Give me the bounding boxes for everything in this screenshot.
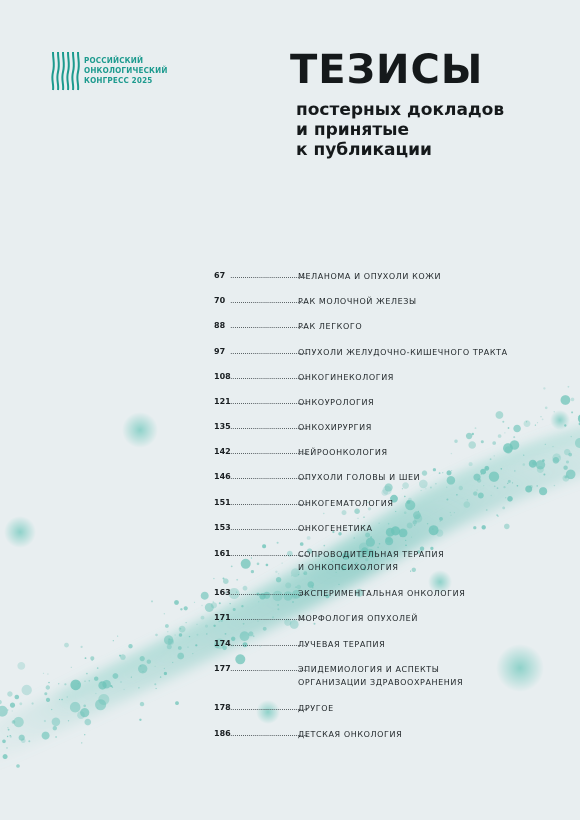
bubble xyxy=(42,732,50,740)
toc-entry[interactable] xyxy=(214,728,554,741)
logo-line: КОНГРЕСС 2025 xyxy=(84,76,153,85)
toc-leader-dots: ...................................... xyxy=(230,397,308,406)
toc-section-title: ОНКОХИРУРГИЯ xyxy=(298,423,372,432)
bubble xyxy=(81,646,83,648)
bubble xyxy=(201,592,209,600)
toc-page-number: 161 xyxy=(214,549,231,558)
bubble xyxy=(536,485,538,487)
bubble xyxy=(46,698,50,702)
bubble xyxy=(430,487,432,489)
bubble xyxy=(180,608,182,610)
bubble xyxy=(563,475,570,482)
bubble xyxy=(0,700,2,705)
bubble xyxy=(277,604,279,606)
toc-section-title: МОРФОЛОГИЯ ОПУХОЛЕЙ xyxy=(298,614,418,623)
bubble xyxy=(165,624,169,628)
bubble xyxy=(459,486,463,490)
bubble xyxy=(236,579,238,581)
toc-section-title: ЭКСПЕРИМЕНТАЛЬНАЯ ОНКОЛОГИЯ xyxy=(298,589,466,598)
bubble xyxy=(292,601,294,603)
bubble xyxy=(450,512,451,513)
bubble xyxy=(81,742,82,743)
toc-page-number: 153 xyxy=(214,523,231,532)
bubble xyxy=(496,514,498,516)
bubble xyxy=(366,538,375,547)
bubble xyxy=(568,386,570,388)
toc-page-number: 177 xyxy=(214,664,231,673)
toc-section-title: НЕЙРООНКОЛОГИЯ xyxy=(298,448,388,457)
bubble xyxy=(61,699,63,701)
bubble xyxy=(3,754,8,759)
toc-page-number: 88 xyxy=(214,321,226,330)
toc-entry[interactable] xyxy=(214,702,554,715)
bubble xyxy=(513,436,515,438)
bubble xyxy=(192,653,193,654)
bubble xyxy=(381,489,388,496)
bubble xyxy=(277,542,279,544)
toc-entry[interactable] xyxy=(214,346,554,359)
bubble xyxy=(277,608,279,610)
toc-entry[interactable] xyxy=(214,638,554,651)
bubble xyxy=(131,677,132,678)
bubble xyxy=(241,605,243,607)
toc-leader-dots: ...................................... xyxy=(230,321,308,330)
toc-leader-dots: ...................................... xyxy=(230,664,308,673)
toc-section-title: ОПУХОЛИ ЖЕЛУДОЧНО-КИШЕЧНОГО ТРАКТА xyxy=(298,348,508,357)
bubble xyxy=(174,600,179,605)
bubble xyxy=(140,656,145,661)
bubble xyxy=(357,518,358,519)
bubble xyxy=(140,702,144,706)
bubble xyxy=(142,671,143,672)
toc-page-number: 67 xyxy=(214,271,226,280)
toc-leader-dots: ...................................... xyxy=(230,422,308,431)
bubble xyxy=(155,666,156,667)
bubble xyxy=(51,709,52,710)
bubble xyxy=(179,626,186,633)
bubble xyxy=(55,736,57,738)
toc-leader-dots: ...................................... xyxy=(230,498,308,507)
toc-entry[interactable] xyxy=(214,371,554,384)
toc-leader-dots: ...................................... xyxy=(230,296,308,305)
bubble xyxy=(44,720,46,722)
bubble xyxy=(354,537,355,538)
bubble xyxy=(253,635,255,637)
bubble xyxy=(481,440,484,443)
bubble xyxy=(454,512,455,513)
toc-page-number: 174 xyxy=(214,639,231,648)
toc-leader-dots: ...................................... xyxy=(230,447,308,456)
bubble xyxy=(395,511,396,512)
toc-leader-dots: ...................................... xyxy=(230,472,308,481)
bubble xyxy=(473,491,477,495)
bubble xyxy=(0,706,8,717)
bubble xyxy=(450,515,451,516)
toc-entry[interactable] xyxy=(214,497,554,510)
bubble xyxy=(225,633,227,635)
page-subtitle xyxy=(296,100,504,160)
congress-logo-text xyxy=(84,56,168,86)
bubble xyxy=(71,667,72,668)
toc-page-number: 186 xyxy=(214,729,231,738)
bubble xyxy=(491,495,492,496)
bubble xyxy=(98,694,109,705)
bubble xyxy=(213,578,214,579)
bubble xyxy=(94,677,98,681)
bubble xyxy=(307,536,311,540)
bubble xyxy=(385,536,391,542)
bubble xyxy=(175,701,179,705)
bubble xyxy=(120,681,122,683)
bubble xyxy=(439,517,443,521)
bubble xyxy=(64,683,66,685)
bubble xyxy=(84,681,85,682)
bubble xyxy=(187,647,188,648)
bubble xyxy=(425,488,426,489)
toc-page-number: 121 xyxy=(214,397,231,406)
bubble xyxy=(58,683,59,684)
toc-leader-dots: ...................................... xyxy=(230,613,308,622)
bubble xyxy=(52,718,61,727)
toc-section-title: ЛУЧЕВАЯ ТЕРАПИЯ xyxy=(298,640,386,649)
bubble xyxy=(13,717,23,727)
bubble xyxy=(2,740,6,744)
bubble xyxy=(258,601,259,602)
subtitle-line: к публикации xyxy=(296,140,432,160)
bubble xyxy=(230,603,231,604)
bubble xyxy=(172,662,173,663)
toc-section-title: РАК ЛЕГКОГО xyxy=(298,322,363,331)
bubble xyxy=(454,440,457,443)
toc-page-number: 135 xyxy=(214,422,231,431)
toc-section-title: ОНКОУРОЛОГИЯ xyxy=(298,398,375,407)
bubble xyxy=(154,683,156,685)
bubble xyxy=(102,680,111,689)
bubble xyxy=(112,687,113,688)
bubble xyxy=(120,654,126,660)
congress-logo-mark-icon xyxy=(50,50,80,92)
bubble xyxy=(568,453,572,457)
bubble xyxy=(206,633,207,634)
bubble xyxy=(124,689,125,690)
toc-section-title: ДЕТСКАЯ ОНКОЛОГИЯ xyxy=(298,730,403,739)
bubble xyxy=(300,542,304,546)
bubble xyxy=(119,655,121,657)
bubble xyxy=(178,646,182,650)
bubble xyxy=(12,710,13,711)
bubble xyxy=(47,673,49,675)
toc-entry[interactable] xyxy=(214,548,554,574)
bubble xyxy=(6,747,7,748)
toc-section-title: РАК МОЛОЧНОЙ ЖЕЛЕЗЫ xyxy=(298,297,417,306)
bubble xyxy=(554,485,555,486)
toc-leader-dots: ...................................... xyxy=(230,372,308,381)
bubble xyxy=(529,485,532,488)
toc-entry[interactable] xyxy=(214,295,554,308)
bubble xyxy=(219,602,221,604)
bubble xyxy=(113,640,114,641)
toc-entry[interactable] xyxy=(214,421,554,434)
toc-page-number: 151 xyxy=(214,498,231,507)
bubble xyxy=(484,466,489,471)
toc-page-number: 97 xyxy=(214,347,226,356)
toc-page-number: 163 xyxy=(214,588,231,597)
bubble xyxy=(68,720,69,721)
bubble xyxy=(404,511,407,514)
bubble xyxy=(67,696,68,697)
bubble xyxy=(402,488,403,489)
bubble xyxy=(167,631,168,632)
toc-section-title: ОПУХОЛИ ГОЛОВЫ И ШЕИ xyxy=(298,473,421,482)
toc-section-title: ДРУГОЕ xyxy=(298,704,334,713)
bubble xyxy=(545,444,546,445)
bubble xyxy=(411,537,412,538)
bubble xyxy=(201,616,205,620)
bubble xyxy=(456,494,458,496)
bubble xyxy=(179,633,182,636)
bubble xyxy=(160,676,161,677)
bubble xyxy=(563,466,567,470)
toc-section-title: ЭПИДЕМИОЛОГИЯ И АСПЕКТЫ ОРГАНИЗАЦИИ ЗДРАВООХРАНЕНИЯ xyxy=(298,665,464,687)
bubble xyxy=(16,764,20,768)
toc-entry[interactable] xyxy=(214,587,554,600)
bubble xyxy=(10,736,12,738)
bubble xyxy=(492,441,496,445)
bubble xyxy=(543,387,545,389)
toc-entry[interactable] xyxy=(214,663,554,689)
bubble xyxy=(167,644,172,649)
bubble xyxy=(138,687,140,689)
bubble xyxy=(189,636,190,637)
bubble xyxy=(405,540,406,541)
toc-entry[interactable] xyxy=(214,446,554,459)
bubble xyxy=(184,606,188,610)
bubble xyxy=(571,398,575,402)
logo-line: РОССИЙСКИЙ xyxy=(84,56,144,65)
bubble xyxy=(70,680,81,691)
bubble xyxy=(517,485,519,487)
logo-line: ОНКОЛОГИЧЕСКИЙ xyxy=(84,66,168,75)
bubble xyxy=(496,411,504,419)
bubble xyxy=(48,682,49,683)
toc-leader-dots: ...................................... xyxy=(230,639,308,648)
bubble xyxy=(46,685,50,689)
bubble xyxy=(19,702,22,705)
bubble xyxy=(194,602,195,603)
bubble xyxy=(342,510,347,515)
toc-page-number: 178 xyxy=(214,703,231,712)
bubble xyxy=(77,711,85,719)
toc-entry[interactable] xyxy=(214,471,554,484)
bubble xyxy=(539,487,547,495)
bubble xyxy=(92,660,93,661)
bubble xyxy=(97,667,99,669)
bubble xyxy=(523,463,526,466)
bubble xyxy=(147,660,151,664)
bubble xyxy=(405,545,407,547)
bubble xyxy=(64,643,69,648)
bubble xyxy=(113,673,119,679)
bubble xyxy=(196,634,198,636)
bubble xyxy=(89,680,91,682)
bubble xyxy=(44,692,47,695)
bubble xyxy=(211,602,217,608)
bubble xyxy=(22,685,32,695)
bubble xyxy=(7,736,8,737)
bubble xyxy=(31,702,33,704)
toc-section-title: ОНКОГЕМАТОЛОГИЯ xyxy=(298,499,394,508)
bubble xyxy=(43,673,44,674)
bubble xyxy=(363,516,365,518)
bubble xyxy=(8,729,10,731)
toc-section-title: СОПРОВОДИТЕЛЬНАЯ ТЕРАПИЯ И ОНКОПСИХОЛОГИЯ xyxy=(298,550,445,572)
toc-entry[interactable] xyxy=(214,396,554,409)
bubble xyxy=(155,634,158,637)
bubble xyxy=(201,605,202,606)
bubble xyxy=(223,578,229,584)
bubble xyxy=(164,672,167,675)
bubble xyxy=(101,682,102,683)
toc-page-number: 171 xyxy=(214,613,231,622)
bubble xyxy=(324,545,326,547)
bubble xyxy=(14,695,19,700)
bubble xyxy=(90,656,94,660)
bubble xyxy=(379,543,380,544)
bubble xyxy=(128,644,132,648)
bubble xyxy=(571,411,573,413)
bubble xyxy=(175,634,176,635)
subtitle-line: постерных докладов xyxy=(296,100,505,120)
toc-section-title: ОНКОГИНЕКОЛОГИЯ xyxy=(298,373,394,382)
bubble xyxy=(21,738,26,743)
bubble xyxy=(177,653,184,660)
bubble xyxy=(233,608,236,611)
bubble xyxy=(205,625,208,628)
bubble xyxy=(446,487,447,488)
bubble xyxy=(501,468,503,470)
bubble xyxy=(561,395,571,405)
toc-leader-dots: ...................................... xyxy=(230,523,308,532)
bubble xyxy=(86,673,88,675)
bubble xyxy=(83,705,86,708)
subtitle-line: и принятые xyxy=(296,120,410,140)
bubble xyxy=(323,513,324,514)
bubble xyxy=(95,693,96,694)
bubble xyxy=(164,668,165,669)
bubble xyxy=(84,734,85,735)
bubble xyxy=(13,720,14,721)
toc-page-number: 108 xyxy=(214,372,231,381)
toc-leader-dots: ...................................... xyxy=(230,271,308,280)
bubble xyxy=(276,577,281,582)
toc-leader-dots: ...................................... xyxy=(230,729,308,738)
bubble xyxy=(164,613,165,614)
bubble xyxy=(17,662,25,670)
toc-entry[interactable] xyxy=(214,522,554,535)
toc-entry[interactable] xyxy=(214,270,554,283)
toc-entry[interactable] xyxy=(214,320,554,333)
bubble xyxy=(85,657,87,659)
bubble xyxy=(7,727,8,728)
bubble xyxy=(497,487,499,489)
bubble xyxy=(70,702,81,713)
bubble xyxy=(168,638,170,640)
toc-leader-dots: ...................................... xyxy=(230,347,308,356)
bubble xyxy=(156,688,157,689)
page-title: ТЕЗИСЫ xyxy=(290,47,484,93)
bubble xyxy=(503,486,505,488)
bubble xyxy=(571,436,572,437)
toc-leader-dots: ...................................... xyxy=(230,549,308,558)
bubble xyxy=(469,462,473,466)
bubble xyxy=(196,624,197,625)
bubble xyxy=(97,707,98,708)
bubble xyxy=(59,699,60,700)
bubble xyxy=(139,719,141,721)
bubble xyxy=(494,486,496,488)
bubble xyxy=(195,644,197,646)
bubble xyxy=(566,461,569,464)
bubble xyxy=(291,575,292,576)
congress-logo xyxy=(50,50,168,92)
bubble xyxy=(28,740,30,742)
bubble xyxy=(498,434,502,438)
bubble xyxy=(421,490,422,491)
bubble xyxy=(85,719,92,726)
bubble xyxy=(117,636,118,637)
bubble xyxy=(529,460,537,468)
bubble xyxy=(7,691,12,696)
toc-leader-dots: ...................................... xyxy=(230,703,308,712)
bubble xyxy=(10,703,15,708)
toc-section-title: МЕЛАНОМА И ОПУХОЛИ КОЖИ xyxy=(298,272,442,281)
bubble xyxy=(151,600,153,602)
bubble xyxy=(186,622,187,623)
toc-leader-dots: ...................................... xyxy=(230,588,308,597)
toc-entry[interactable] xyxy=(214,612,554,625)
bubble xyxy=(298,574,299,575)
toc-page-number: 146 xyxy=(214,472,231,481)
toc-page-number: 142 xyxy=(214,447,231,456)
toc-page-number: 70 xyxy=(214,296,226,305)
bubble xyxy=(338,584,339,585)
bubble xyxy=(53,726,57,730)
toc-section-title: ОНКОГЕНЕТИКА xyxy=(298,524,373,533)
bubble xyxy=(263,627,267,631)
bubble xyxy=(483,485,484,486)
bubble xyxy=(477,489,478,490)
bubble xyxy=(540,416,541,417)
